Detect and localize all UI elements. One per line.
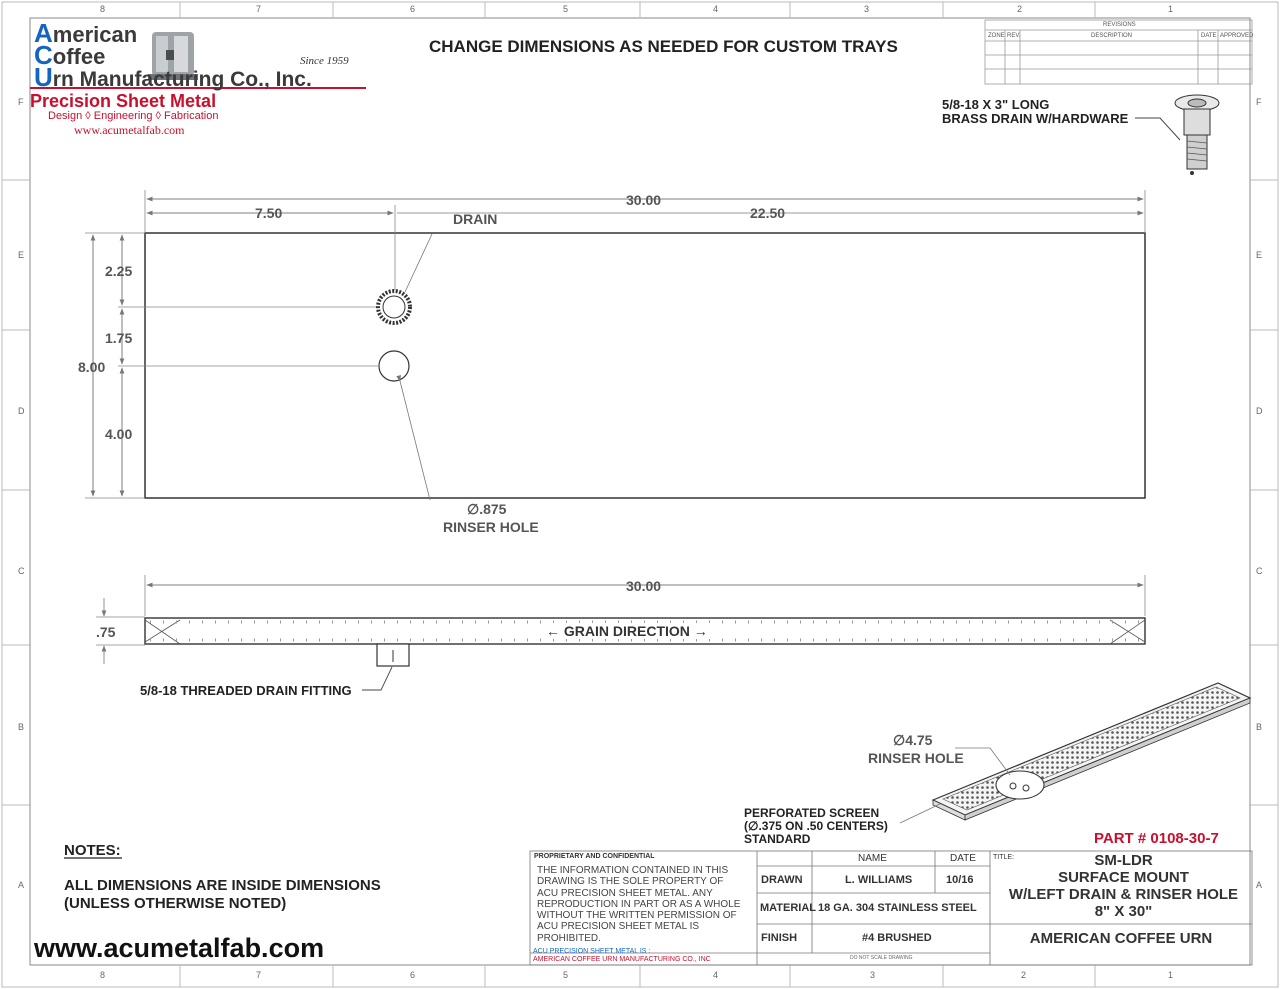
proprietary-line-4: REPRODUCTION IN PART OR AS A WHOLE: [537, 898, 741, 910]
border-row-a-right: A: [1256, 880, 1263, 890]
rinser-dia-label: ∅.875: [467, 501, 507, 517]
drawn-date: 10/16: [946, 874, 974, 886]
rinser-leader: [400, 381, 430, 500]
border-row-f: F: [18, 97, 24, 107]
border-row-e-right: E: [1256, 250, 1263, 260]
border-col-1-bottom: 1: [1168, 970, 1174, 980]
revisions-title: REVISIONS: [1103, 22, 1136, 28]
finish-value: #4 BRUSHED: [862, 932, 932, 944]
iso-rinser-dia-label: ∅4.75: [893, 732, 933, 748]
border-col-7-bottom: 7: [256, 970, 262, 980]
drain-leader: [405, 234, 432, 292]
acu-line: ACU PRECISION SHEET METAL IS :: [533, 948, 651, 955]
border-row-c: C: [18, 566, 25, 576]
drawn-name: L. WILLIAMS: [845, 874, 913, 886]
notes-line-2: (UNLESS OTHERWISE NOTED): [64, 895, 287, 912]
border-row-c-right: C: [1256, 566, 1263, 576]
dim-left-b: 1.75: [105, 330, 133, 346]
proprietary-heading: PROPRIETARY AND CONFIDENTIAL: [534, 853, 655, 860]
rev-col-date: DATE: [1201, 33, 1217, 39]
border-col-7: 7: [256, 4, 262, 14]
drawn-label: DRAWN: [761, 874, 803, 886]
screen-label-1: PERFORATED SCREEN: [744, 806, 880, 820]
proprietary-line-7: PROHIBITED.: [537, 932, 601, 944]
material-value: 18 GA. 304 STAINLESS STEEL: [818, 902, 977, 914]
border-col-4: 4: [713, 4, 719, 14]
border-row-a: A: [18, 880, 25, 890]
border-col-2-bottom: 2: [1021, 970, 1027, 980]
drawing-title: [995, 852, 1252, 920]
outer-border: [2, 2, 1278, 987]
rinser-hole-label: RINSER HOLE: [443, 519, 539, 535]
iso-rinser-hole-label: RINSER HOLE: [868, 750, 964, 766]
dim-side-height: .75: [96, 624, 116, 640]
date-header: DATE: [950, 853, 976, 864]
tray-top-view: [145, 233, 1145, 498]
border-col-8-bottom: 8: [100, 970, 106, 980]
rev-col-zone: ZONE: [988, 33, 1005, 39]
border-row-d: D: [18, 406, 25, 416]
isometric-tray: [933, 683, 1250, 820]
dim-top-overall: 30.00: [626, 192, 662, 208]
logo-line-urn: [34, 62, 312, 93]
rev-col-approved: APPROVED: [1220, 33, 1254, 39]
title-line-2: SURFACE MOUNT: [1058, 869, 1189, 886]
border-col-5-bottom: 5: [563, 970, 569, 980]
revisions-table: [985, 20, 1252, 84]
drain-label: DRAIN: [453, 211, 498, 227]
brass-drain-label-1: 5/8-18 X 3" LONG: [942, 97, 1050, 112]
dim-side-overall: 30.00: [626, 578, 662, 594]
rinser-hole: [379, 351, 409, 381]
rev-col-description: DESCRIPTION: [1091, 33, 1133, 39]
border-col-3-bottom: 3: [870, 970, 876, 980]
border-col-1: 1: [1168, 4, 1174, 14]
threaded-fitting-label: 5/8-18 THREADED DRAIN FITTING: [140, 683, 352, 698]
iso-rinser-hole: [996, 771, 1044, 799]
border-col-5: 5: [563, 4, 569, 14]
border-row-b: B: [18, 722, 25, 732]
logo-brand: Precision Sheet Metal: [30, 91, 217, 111]
do-not-scale: DO NOT SCALE DRAWING: [850, 955, 913, 961]
acu-full: AMERICAN COFFEE URN MANUFACTURING CO., INC: [533, 956, 711, 963]
proprietary-line-2: DRAWING IS THE SOLE PROPERTY OF: [537, 876, 724, 888]
finish-label: FINISH: [761, 932, 798, 944]
proprietary-line-6: ACU PRECISION SHEET METAL IS: [537, 921, 700, 933]
part-number: PART # 0108-30-7: [1094, 830, 1219, 847]
border-col-6: 6: [410, 4, 416, 14]
rev-col-rev: REV.: [1007, 33, 1021, 39]
logo-cap-u: U: [34, 62, 53, 92]
brass-drain-graphic: [1175, 95, 1219, 175]
logo-cap-c: C: [34, 40, 53, 70]
border-row-b-right: B: [1256, 722, 1263, 732]
title-line-1: SM-LDR: [1094, 852, 1153, 869]
logo-cap-a: A: [34, 18, 53, 48]
screen-label-2: (∅.375 ON .50 CENTERS): [744, 819, 888, 833]
title-line-4: 8" X 30": [1094, 903, 1153, 920]
logo-since: Since 1959: [300, 55, 349, 67]
header-title: CHANGE DIMENSIONS AS NEEDED FOR CUSTOM TRAYS: [429, 37, 898, 56]
border-col-2: 2: [1017, 4, 1023, 14]
proprietary-line-3: ACU PRECISION SHEET METAL. ANY: [537, 887, 713, 899]
brass-drain-leader: [1135, 118, 1180, 140]
screen-leader: [900, 804, 940, 823]
border-row-f-right: F: [1256, 97, 1262, 107]
border-col-8: 8: [100, 4, 106, 14]
dim-overall-height: 8.00: [78, 359, 106, 375]
logo-rest-coffee: offee: [52, 44, 106, 69]
dim-top-right: 22.50: [750, 205, 786, 221]
border-row-d-right: D: [1256, 406, 1263, 416]
logo-rest-american: merican: [52, 22, 138, 47]
title-label: TITLE:: [993, 854, 1015, 861]
proprietary-line-5: WITHOUT THE WRITTEN PERMISSION OF: [537, 910, 737, 922]
logo-rest-urn: rn Manufacturing Co., Inc.: [52, 68, 312, 91]
material-label: MATERIAL: [760, 902, 817, 914]
proprietary-text: [537, 865, 740, 944]
grain-direction-label: ← GRAIN DIRECTION →: [546, 623, 708, 639]
website-link[interactable]: www.acumetalfab.com: [34, 933, 325, 963]
border-col-4-bottom: 4: [713, 970, 719, 980]
company-name: AMERICAN COFFEE URN: [1029, 930, 1213, 947]
inner-border: [30, 18, 1250, 965]
name-header: NAME: [858, 853, 887, 864]
border-col-3: 3: [864, 4, 870, 14]
dim-left-a: 2.25: [105, 263, 133, 279]
dim-top-left: 7.50: [255, 205, 283, 221]
dim-left-c: 4.00: [105, 426, 133, 442]
border-row-e: E: [18, 250, 25, 260]
screen-label-3: STANDARD: [744, 832, 811, 846]
logo-services: Design ◊ Engineering ◊ Fabrication: [48, 110, 219, 122]
proprietary-line-1: THE INFORMATION CONTAINED IN THIS: [537, 865, 729, 876]
notes-heading: NOTES:: [64, 842, 121, 859]
title-line-3: W/LEFT DRAIN & RINSER HOLE: [1008, 886, 1239, 903]
notes-line-1: ALL DIMENSIONS ARE INSIDE DIMENSIONS: [64, 877, 381, 894]
border-col-6-bottom: 6: [410, 970, 416, 980]
logo-url: www.acumetalfab.com: [74, 123, 185, 137]
fitting-leader: [362, 667, 392, 690]
brass-drain-label-2: BRASS DRAIN W/HARDWARE: [942, 111, 1129, 126]
